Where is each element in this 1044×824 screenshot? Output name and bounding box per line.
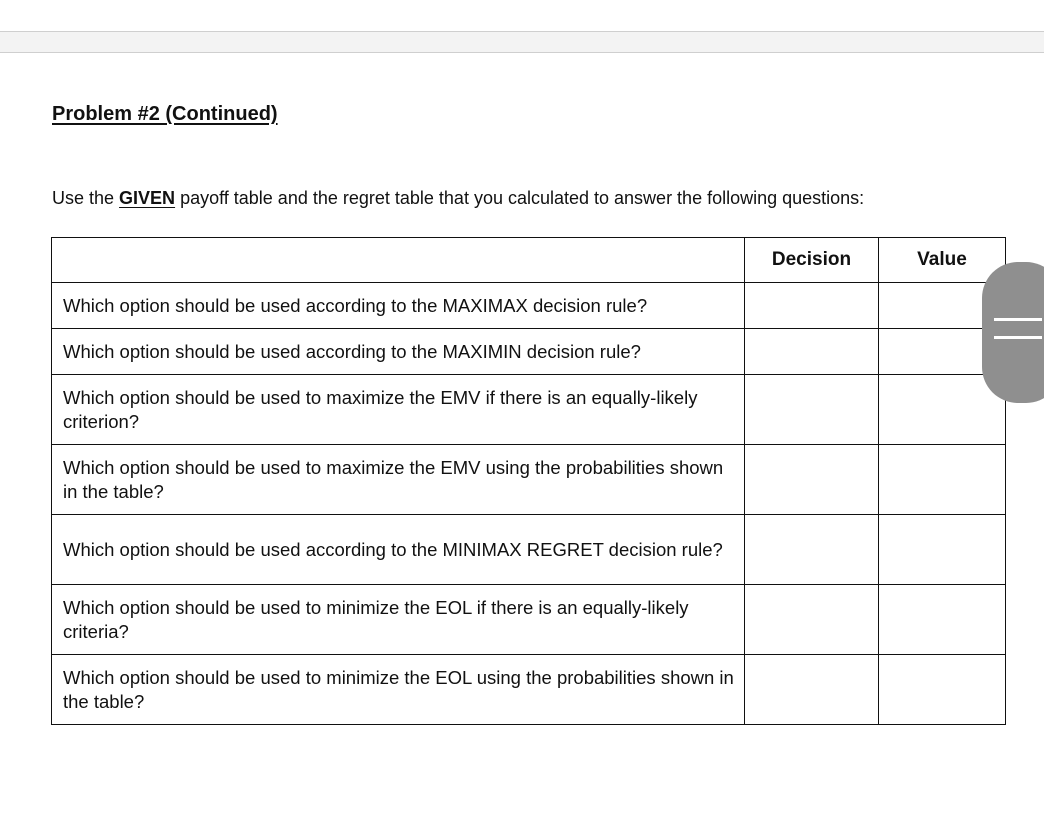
top-toolbar-band [0, 31, 1044, 53]
decision-answer-cell[interactable] [745, 585, 879, 655]
decision-answer-cell[interactable] [745, 375, 879, 445]
decision-answer-cell[interactable] [745, 283, 879, 329]
value-answer-cell[interactable] [879, 585, 1006, 655]
table-row [52, 283, 1006, 329]
side-drag-handle[interactable] [982, 262, 1044, 403]
instructions-text-start: Use the [52, 188, 120, 208]
question-cell: Which option should be used to maximize the EMV if there is an equally-likely criterion? [52, 375, 745, 445]
problem-heading: Problem #2 (Continued) [52, 103, 278, 125]
value-answer-cell[interactable] [879, 445, 1006, 515]
question-cell: Which option should be used according to the MAXIMIN decision rule? [52, 329, 745, 375]
table-row [52, 515, 1006, 585]
grip-line-bottom [994, 336, 1042, 339]
question-cell: Which option should be used to minimize the EOL using the probabilities shown in the table? [52, 655, 745, 725]
decision-answer-cell[interactable] [745, 445, 879, 515]
decision-answer-cell[interactable] [745, 515, 879, 585]
table-row [52, 329, 1006, 375]
decision-answer-cell[interactable] [745, 655, 879, 725]
value-answer-cell[interactable] [879, 655, 1006, 725]
question-cell: Which option should be used to minimize the EOL if there is an equally-likely criteria? [52, 585, 745, 655]
header-question [52, 238, 745, 283]
header-decision: Decision [745, 238, 879, 283]
question-cell: Which option should be used according to the MINIMAX REGRET decision rule? [52, 515, 745, 585]
table-row [52, 585, 1006, 655]
table-row [52, 655, 1006, 725]
instructions-text [52, 188, 864, 209]
instructions-text-end: payoff table and the regret table that you calculated to answer the following questions: [175, 188, 865, 208]
questions-table [51, 237, 1006, 725]
instructions-emphasis: GIVEN [119, 188, 176, 208]
table-row [52, 445, 1006, 515]
table-row [52, 375, 1006, 445]
grip-line-top [994, 318, 1042, 321]
decision-answer-cell[interactable] [745, 329, 879, 375]
value-answer-cell[interactable] [879, 515, 1006, 585]
question-cell: Which option should be used to maximize the EMV using the probabilities shown in the table? [52, 445, 745, 515]
question-cell: Which option should be used according to the MAXIMAX decision rule? [52, 283, 745, 329]
header-value: Value [879, 238, 1006, 283]
table-header-row [52, 238, 1006, 283]
